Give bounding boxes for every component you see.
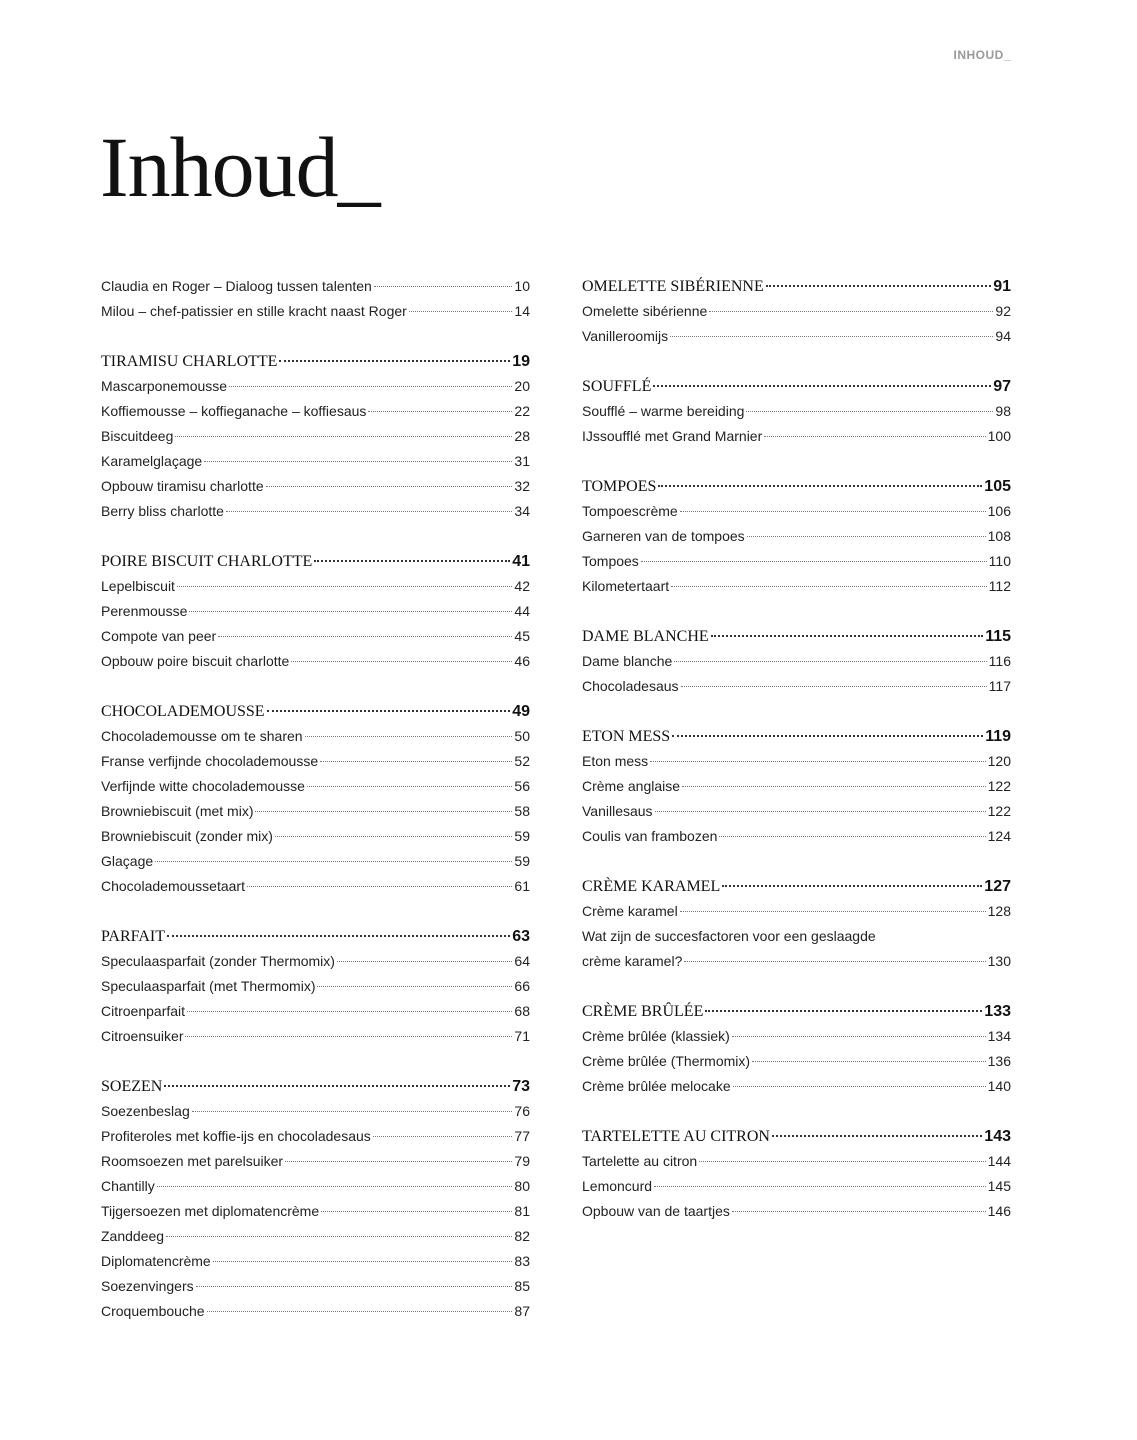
dot-leader — [275, 836, 512, 837]
page-number: 59 — [514, 853, 530, 869]
entry-label: Vanilleroomijs — [582, 328, 669, 344]
dot-leader — [185, 1036, 512, 1037]
entry-label: Opbouw van de taartjes — [582, 1203, 730, 1219]
page-number: 22 — [514, 403, 530, 419]
toc-entry[interactable] — [101, 1149, 530, 1174]
toc-entry[interactable] — [582, 924, 1011, 949]
toc-entry[interactable] — [101, 374, 530, 399]
page-number: 77 — [514, 1128, 530, 1144]
toc-entry[interactable] — [101, 649, 530, 674]
dot-leader — [722, 885, 982, 887]
section-title: OMELETTE SIBÉRIENNE — [582, 278, 764, 295]
entry-label: Crème brûlée (klassiek) — [582, 1028, 730, 1044]
dot-leader — [747, 536, 986, 537]
section-title: CRÈME KARAMEL — [582, 878, 721, 895]
section-gap — [101, 1049, 530, 1074]
dot-leader — [373, 1136, 513, 1137]
entry-label: Omelette sibérienne — [582, 303, 708, 319]
toc-entry[interactable] — [101, 1099, 530, 1124]
entry-label: Browniebiscuit (met mix) — [101, 803, 254, 819]
page-number: 122 — [987, 778, 1011, 794]
entry-label: Milou – chef-patissier en stille kracht naast Roger — [101, 303, 407, 319]
toc-entry[interactable] — [582, 1199, 1011, 1224]
dot-leader — [266, 486, 513, 487]
dot-leader — [681, 686, 987, 687]
dot-leader — [166, 1236, 512, 1237]
entry-label: Tompoescrème — [582, 503, 678, 519]
toc-section-heading[interactable] — [101, 699, 530, 724]
toc-entry[interactable] — [101, 824, 530, 849]
entry-label: Diplomatencrème — [101, 1253, 211, 1269]
dot-leader — [192, 1111, 513, 1112]
toc-section-heading[interactable] — [101, 924, 530, 949]
dot-leader — [314, 560, 510, 562]
section-title: TOMPOES — [582, 478, 657, 495]
dot-leader — [307, 786, 513, 787]
page-number: 91 — [993, 278, 1011, 295]
section-gap — [101, 324, 530, 349]
page-number: 80 — [514, 1178, 530, 1194]
page-number: 64 — [514, 953, 530, 969]
entry-label: Crème anglaise — [582, 778, 681, 794]
dot-leader — [305, 736, 513, 737]
section-title: TARTELETTE AU CITRON — [582, 1128, 770, 1145]
entry-label: Coulis van frambozen — [582, 828, 718, 844]
entry-label: Glaçage — [101, 853, 154, 869]
section-title: POIRE BISCUIT CHARLOTTE — [101, 553, 313, 570]
page-number: 82 — [514, 1228, 530, 1244]
dot-leader — [320, 761, 512, 762]
page-number: 28 — [514, 428, 530, 444]
dot-leader — [711, 635, 984, 637]
dot-leader — [164, 1085, 510, 1087]
page-number: 76 — [514, 1103, 530, 1119]
dot-leader — [733, 1086, 986, 1087]
dot-leader — [374, 286, 513, 287]
dot-leader — [670, 336, 993, 337]
page-number: 144 — [987, 1153, 1011, 1169]
toc-entry[interactable] — [582, 549, 1011, 574]
section-title: CHOCOLADEMOUSSE — [101, 703, 265, 720]
toc-entry[interactable] — [101, 624, 530, 649]
section-gap — [582, 849, 1011, 874]
page-number: 79 — [514, 1153, 530, 1169]
section-gap — [582, 1099, 1011, 1124]
dot-leader — [764, 436, 985, 437]
dot-leader — [671, 586, 987, 587]
page-number: 119 — [985, 728, 1011, 745]
toc-right-column — [582, 274, 1011, 1224]
entry-label: Tartelette au citron — [582, 1153, 698, 1169]
entry-label: Zanddeeg — [101, 1228, 165, 1244]
toc-entry[interactable] — [101, 599, 530, 624]
toc-entry[interactable] — [101, 724, 530, 749]
dot-leader — [291, 661, 512, 662]
dot-leader — [157, 1186, 513, 1187]
toc-entry[interactable] — [582, 1149, 1011, 1174]
entry-label: Lepelbiscuit — [101, 578, 175, 594]
entry-label: Koffiemousse – koffieganache – koffiesaus — [101, 403, 367, 419]
toc-entry[interactable] — [101, 574, 530, 599]
toc-entry[interactable] — [101, 274, 530, 299]
toc-entry[interactable] — [582, 499, 1011, 524]
section-gap — [582, 449, 1011, 474]
section-title: DAME BLANCHE — [582, 628, 709, 645]
page-number: 120 — [987, 753, 1011, 769]
entry-label: Opbouw poire biscuit charlotte — [101, 653, 290, 669]
entry-label: Wat zijn de succesfactoren voor een geslaagde — [582, 928, 876, 944]
page-number: 73 — [512, 1078, 530, 1095]
page-number: 31 — [514, 453, 530, 469]
dot-leader — [196, 1286, 513, 1287]
page-number: 100 — [987, 428, 1011, 444]
dot-leader — [752, 1061, 986, 1062]
dot-leader — [641, 561, 987, 562]
page-number: 94 — [995, 328, 1011, 344]
entry-label: Claudia en Roger – Dialoog tussen talenten — [101, 278, 372, 294]
dot-leader — [213, 1261, 513, 1262]
page-number: 59 — [514, 828, 530, 844]
toc-entry[interactable] — [101, 499, 530, 524]
section-title: ETON MESS — [582, 728, 671, 745]
toc-entry[interactable] — [101, 1124, 530, 1149]
toc-entry[interactable] — [582, 1174, 1011, 1199]
dot-leader — [732, 1211, 986, 1212]
dot-leader — [204, 461, 512, 462]
page-number: 56 — [514, 778, 530, 794]
dot-leader — [653, 385, 991, 387]
entry-label: Chantilly — [101, 1178, 155, 1194]
page-number: 146 — [987, 1203, 1011, 1219]
page-number: 124 — [987, 828, 1011, 844]
toc-entry[interactable] — [582, 899, 1011, 924]
page-number: 34 — [514, 503, 530, 519]
entry-label: Soezenvingers — [101, 1278, 194, 1294]
page-number: 45 — [514, 628, 530, 644]
dot-leader — [699, 1161, 985, 1162]
entry-label: Soufflé – warme bereiding — [582, 403, 745, 419]
toc-entry[interactable] — [101, 949, 530, 974]
toc-entry[interactable] — [582, 1024, 1011, 1049]
toc-section-heading[interactable] — [582, 624, 1011, 649]
dot-leader — [766, 285, 991, 287]
page-number: 130 — [987, 953, 1011, 969]
toc-entry[interactable] — [582, 574, 1011, 599]
dot-leader — [719, 836, 985, 837]
toc-entry[interactable] — [101, 399, 530, 424]
page-number: 112 — [988, 578, 1011, 594]
toc-entry[interactable] — [101, 1249, 530, 1274]
entry-label: Citroenparfait — [101, 1003, 186, 1019]
page-number: 128 — [987, 903, 1011, 919]
entry-label: Biscuitdeeg — [101, 428, 174, 444]
dot-leader — [255, 811, 512, 812]
dot-leader — [189, 611, 512, 612]
toc-section-heading[interactable] — [101, 1074, 530, 1099]
page-number: 97 — [993, 378, 1011, 395]
toc-entry[interactable] — [101, 474, 530, 499]
entry-label: Tompoes — [582, 553, 639, 569]
page-number: 66 — [514, 978, 530, 994]
page-number: 58 — [514, 803, 530, 819]
dot-leader — [187, 1011, 512, 1012]
dot-leader — [746, 411, 993, 412]
toc-entry[interactable] — [582, 524, 1011, 549]
entry-label: Berry bliss charlotte — [101, 503, 224, 519]
page-number: 61 — [514, 878, 530, 894]
dot-leader — [655, 811, 986, 812]
dot-leader — [167, 935, 510, 937]
dot-leader — [680, 511, 986, 512]
toc-entry[interactable] — [582, 824, 1011, 849]
dot-leader — [409, 311, 513, 312]
section-title: CRÈME BRÛLÉE — [582, 1003, 704, 1020]
toc-entry[interactable] — [101, 1224, 530, 1249]
dot-leader — [654, 1186, 986, 1187]
page-number: 46 — [514, 653, 530, 669]
section-gap — [101, 899, 530, 924]
entry-label: Speculaasparfait (met Thermomix) — [101, 978, 316, 994]
entry-label: crème karamel? — [582, 953, 683, 969]
section-gap — [582, 699, 1011, 724]
page-title: Inhoud_ — [100, 119, 380, 215]
page-number: 127 — [984, 878, 1011, 895]
entry-label: Garneren van de tompoes — [582, 528, 745, 544]
toc-entry[interactable] — [582, 1074, 1011, 1099]
dot-leader — [321, 1211, 512, 1212]
toc-entry[interactable] — [101, 799, 530, 824]
dot-leader — [709, 311, 993, 312]
page-number: 133 — [984, 1003, 1011, 1020]
entry-label: Tijgersoezen met diplomatencrème — [101, 1203, 320, 1219]
dot-leader — [175, 436, 512, 437]
toc-entry[interactable] — [582, 949, 1011, 974]
page-number: 87 — [514, 1303, 530, 1319]
toc-entry[interactable] — [101, 424, 530, 449]
page-number: 14 — [514, 303, 530, 319]
section-gap — [101, 524, 530, 549]
page-number: 32 — [514, 478, 530, 494]
page-number: 145 — [987, 1178, 1011, 1194]
dot-leader — [705, 1010, 982, 1012]
toc-entry[interactable] — [101, 1274, 530, 1299]
dot-leader — [226, 511, 512, 512]
page-number: 116 — [988, 653, 1011, 669]
toc-section-heading[interactable] — [582, 474, 1011, 499]
toc-entry[interactable] — [101, 1174, 530, 1199]
entry-label: Soezenbeslag — [101, 1103, 190, 1119]
toc-entry[interactable] — [582, 424, 1011, 449]
toc-entry[interactable] — [582, 749, 1011, 774]
page-number: 44 — [514, 603, 530, 619]
entry-label: Chocolademousse om te sharen — [101, 728, 303, 744]
entry-label: Eton mess — [582, 753, 649, 769]
dot-leader — [267, 710, 511, 712]
dot-leader — [279, 360, 510, 362]
page-number: 117 — [988, 678, 1011, 694]
toc-entry[interactable] — [582, 649, 1011, 674]
page-number: 98 — [995, 403, 1011, 419]
dot-leader — [337, 961, 512, 962]
entry-label: Crème karamel — [582, 903, 678, 919]
toc-entry[interactable] — [101, 299, 530, 324]
page-number: 52 — [514, 753, 530, 769]
page-number: 136 — [987, 1053, 1011, 1069]
toc-section-heading[interactable] — [582, 274, 1011, 299]
page-number: 19 — [512, 353, 530, 370]
dot-leader — [674, 661, 986, 662]
toc-section-heading[interactable] — [101, 349, 530, 374]
page-number: 41 — [512, 553, 530, 570]
dot-leader — [155, 861, 512, 862]
section-title: SOUFFLÉ — [582, 378, 652, 395]
toc-section-heading[interactable] — [582, 999, 1011, 1024]
entry-label: Verfijnde witte chocolademousse — [101, 778, 305, 794]
entry-label: Opbouw tiramisu charlotte — [101, 478, 264, 494]
entry-label: Crème brûlée (Thermomix) — [582, 1053, 751, 1069]
section-title: SOEZEN — [101, 1078, 163, 1095]
dot-leader — [317, 986, 512, 987]
dot-leader — [368, 411, 512, 412]
page-number: 92 — [995, 303, 1011, 319]
dot-leader — [680, 911, 986, 912]
toc-entry[interactable] — [101, 999, 530, 1024]
toc-left-column — [101, 274, 530, 1324]
section-gap — [101, 674, 530, 699]
running-head: INHOUD_ — [953, 48, 1011, 62]
entry-label: Lemoncurd — [582, 1178, 653, 1194]
page-number: 20 — [514, 378, 530, 394]
toc-entry[interactable] — [101, 974, 530, 999]
page-number: 122 — [987, 803, 1011, 819]
entry-label: Speculaasparfait (zonder Thermomix) — [101, 953, 335, 969]
toc-entry[interactable] — [582, 799, 1011, 824]
toc-entry[interactable] — [101, 749, 530, 774]
page-number: 63 — [512, 928, 530, 945]
page-number: 115 — [985, 628, 1011, 645]
dot-leader — [177, 586, 512, 587]
entry-label: Compote van peer — [101, 628, 217, 644]
page-number: 143 — [984, 1128, 1011, 1145]
page-number: 108 — [987, 528, 1011, 544]
toc-entry[interactable] — [582, 399, 1011, 424]
toc-entry[interactable] — [582, 674, 1011, 699]
page-number: 49 — [512, 703, 530, 720]
toc-entry[interactable] — [582, 1049, 1011, 1074]
page-number: 10 — [514, 278, 530, 294]
section-title: PARFAIT — [101, 928, 166, 945]
dot-leader — [732, 1036, 986, 1037]
dot-leader — [772, 1135, 982, 1137]
entry-label: Mascarponemousse — [101, 378, 228, 394]
page-number: 140 — [987, 1078, 1011, 1094]
page-number: 83 — [514, 1253, 530, 1269]
entry-label: Croquembouche — [101, 1303, 205, 1319]
entry-label: Perenmousse — [101, 603, 188, 619]
entry-label: Vanillesaus — [582, 803, 653, 819]
entry-label: Karamelglaçage — [101, 453, 203, 469]
entry-label: Crème brûlée melocake — [582, 1078, 731, 1094]
toc-entry[interactable] — [101, 874, 530, 899]
dot-leader — [682, 786, 986, 787]
toc-entry[interactable] — [101, 849, 530, 874]
section-title: TIRAMISU CHARLOTTE — [101, 353, 278, 370]
dot-leader — [229, 386, 512, 387]
toc-section-heading[interactable] — [101, 549, 530, 574]
page-number: 134 — [987, 1028, 1011, 1044]
page-number: 106 — [987, 503, 1011, 519]
dot-leader — [672, 735, 983, 737]
entry-label: Chocoladesaus — [582, 678, 679, 694]
page-number: 105 — [984, 478, 1011, 495]
page-number: 110 — [988, 553, 1011, 569]
entry-label: Kilometertaart — [582, 578, 670, 594]
entry-label: Citroensuiker — [101, 1028, 184, 1044]
dot-leader — [218, 636, 512, 637]
toc-section-heading[interactable] — [582, 374, 1011, 399]
dot-leader — [285, 1161, 512, 1162]
entry-label: IJssoufflé met Grand Marnier — [582, 428, 763, 444]
dot-leader — [650, 761, 986, 762]
toc-section-heading[interactable] — [582, 874, 1011, 899]
section-gap — [582, 349, 1011, 374]
toc-entry[interactable] — [101, 1024, 530, 1049]
dot-leader — [684, 961, 985, 962]
entry-label: Dame blanche — [582, 653, 673, 669]
entry-label: Franse verfijnde chocolademousse — [101, 753, 319, 769]
toc-entry[interactable] — [582, 324, 1011, 349]
toc-section-heading[interactable] — [582, 1124, 1011, 1149]
toc-entry[interactable] — [101, 1299, 530, 1324]
page-number: 68 — [514, 1003, 530, 1019]
entry-label: Profiteroles met koffie-ijs en chocoladesaus — [101, 1128, 371, 1144]
toc-entry[interactable] — [101, 1199, 530, 1224]
toc-entry[interactable] — [582, 299, 1011, 324]
page-number: 81 — [514, 1203, 530, 1219]
dot-leader — [247, 886, 512, 887]
page-number: 71 — [514, 1028, 530, 1044]
dot-leader — [658, 485, 982, 487]
page-number: 42 — [514, 578, 530, 594]
section-gap — [582, 599, 1011, 624]
page-number: 50 — [514, 728, 530, 744]
entry-label: Chocolademoussetaart — [101, 878, 245, 894]
page-number: 85 — [514, 1278, 530, 1294]
toc-section-heading[interactable] — [582, 724, 1011, 749]
entry-label: Roomsoezen met parelsuiker — [101, 1153, 284, 1169]
toc-entry[interactable] — [101, 774, 530, 799]
entry-label: Browniebiscuit (zonder mix) — [101, 828, 273, 844]
dot-leader — [207, 1311, 513, 1312]
section-gap — [582, 974, 1011, 999]
toc-entry[interactable] — [101, 449, 530, 474]
toc-entry[interactable] — [582, 774, 1011, 799]
